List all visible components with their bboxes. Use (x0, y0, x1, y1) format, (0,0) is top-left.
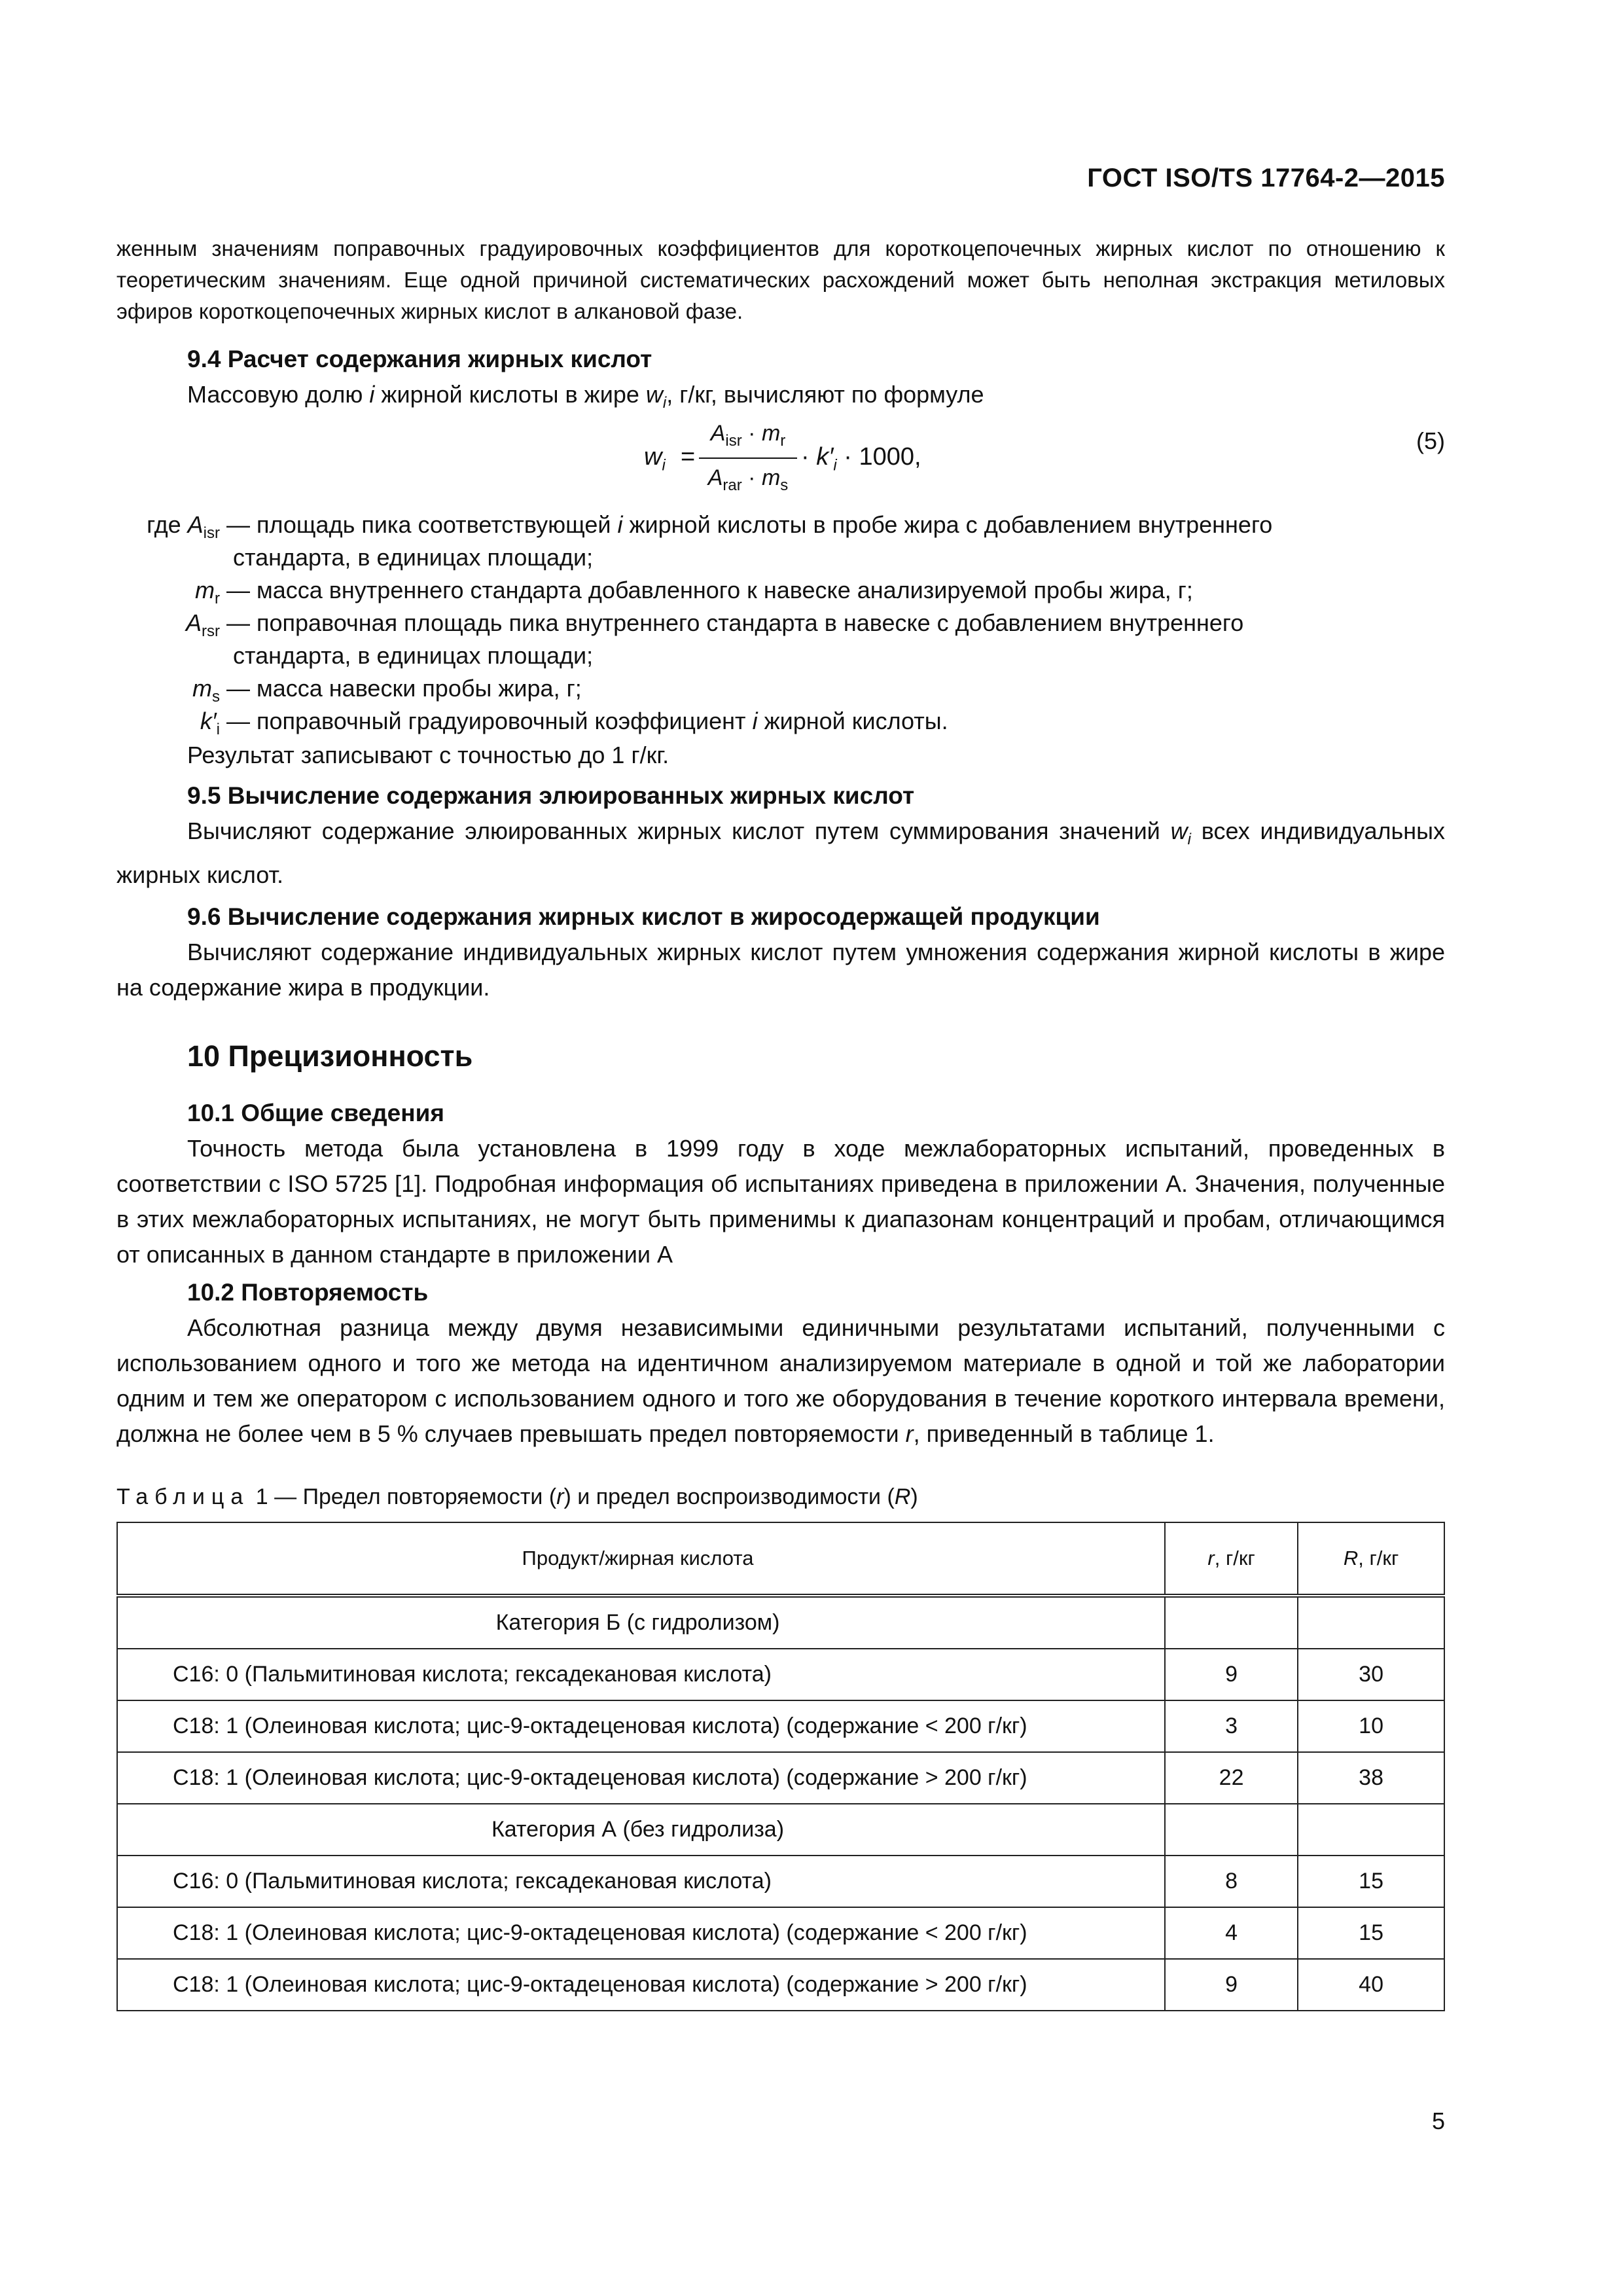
product-cell: С18: 1 (Олеиновая кислота; цис-9-октадеценовая кислота) (содержание < 200 г/кг) (117, 1700, 1165, 1752)
def-i: i (617, 511, 623, 539)
fraction-bar (699, 457, 797, 459)
table-row (117, 1907, 1444, 1959)
where-word: где (147, 511, 181, 539)
r-cell: 3 (1165, 1700, 1298, 1752)
header-r-sym: r (1207, 1547, 1215, 1570)
formula-w: w (644, 443, 662, 471)
den-m-sub: s (780, 476, 789, 494)
def-continuation: стандарта, в единицах площади; (233, 544, 594, 571)
formula-denominator (699, 465, 797, 495)
s102-text: Абсолютная разница между двумя независимыми единичными результатами испытаний, полученными с использованием одного и того же метода на идентичном анализируемом материале в одной и той же лаборатории одним и тем же оператором с использованием одного и того же оборудования в течение короткого интервала времени, должна не более чем в 5 % случаев превышать предел повторяемости (116, 1314, 1445, 1448)
s95-w-sub: i (1187, 831, 1191, 849)
formula-5 (116, 421, 1445, 506)
formula-rest (801, 443, 921, 475)
symbol-sub: rsr (202, 622, 220, 641)
header-R-sym: R (1343, 1547, 1359, 1570)
section-10-2-title: 10.2 Повторяемость (187, 1279, 429, 1306)
R-cell: 38 (1298, 1752, 1444, 1804)
section-10-title: 10 Прецизионность (187, 1039, 473, 1073)
R-cell: 40 (1298, 1959, 1444, 2011)
section-9-5-text (116, 814, 1445, 893)
caption-r: r (556, 1484, 564, 1510)
rest-dot: · (801, 443, 817, 471)
definition-text (226, 509, 1445, 574)
num-dot: · (741, 421, 762, 446)
symbol: m (192, 675, 212, 702)
product-cell: С16: 0 (Пальмитиновая кислота; гексадекановая кислота) (117, 1649, 1165, 1700)
num-m-sub: r (780, 431, 786, 450)
section-9-5-title: 9.5 Вычисление содержания элюированных жирных кислот (187, 782, 915, 810)
r-cell: 8 (1165, 1856, 1298, 1907)
section-9-4-lead (116, 377, 1445, 421)
product-cell: С18: 1 (Олеиновая кислота; цис-9-октадеценовая кислота) (содержание > 200 г/кг) (117, 1959, 1165, 2011)
def-text: — масса внутреннего стандарта добавленного к навеске анализируемой пробы жира, г; (226, 577, 1193, 604)
def-text: — поправочный градуировочный коэффициент (226, 708, 753, 735)
formula-w-sub: i (662, 456, 666, 475)
s95-text: Вычисляют содержание элюированных жирных кислот путем суммирования значений (187, 817, 1171, 845)
product-cell: С16: 0 (Пальмитиновая кислота; гексадекановая кислота) (117, 1856, 1165, 1907)
r-cell: 9 (1165, 1959, 1298, 2011)
section-10-1-title: 10.1 Общие сведения (187, 1100, 444, 1127)
caption-text: — Предел повторяемости ( (268, 1484, 557, 1510)
symbol-sub: i (216, 721, 220, 739)
category-row (117, 1804, 1444, 1856)
r-cell: 4 (1165, 1907, 1298, 1959)
s95-text: всех индивидуальных жирных кислот. (116, 817, 1446, 889)
lead-text: жирной кислоты в жире (374, 381, 646, 408)
definition-text (226, 672, 1445, 705)
def-text: жирной кислоты. (757, 708, 948, 735)
rest-k: k′ (816, 443, 834, 471)
formula-number: (5) (1416, 427, 1445, 455)
formula-numerator (699, 421, 797, 450)
den-a: A (707, 465, 723, 491)
symbol-sub: isr (203, 524, 220, 543)
lead-text: Массовую долю (187, 381, 370, 408)
def-text: — площадь пика соответствующей (226, 511, 618, 539)
R-cell: 10 (1298, 1700, 1444, 1752)
header-product: Продукт/жирная кислота (117, 1522, 1165, 1596)
R-cell: 15 (1298, 1856, 1444, 1907)
category-cell: Категория Б (с гидролизом) (117, 1596, 1165, 1649)
header-r (1165, 1522, 1298, 1596)
section-9-6-title: 9.6 Вычисление содержания жирных кислот в жиросодержащей продукции (187, 903, 1100, 931)
lead-w-sub: i (662, 394, 667, 412)
rest-tail: · 1000, (836, 443, 921, 471)
def-text: жирной кислоты в пробе жира с добавлением внутреннего (622, 511, 1273, 539)
result-note: Результат записывают с точностью до 1 г/кг. (187, 742, 669, 769)
table-row (117, 1700, 1444, 1752)
intro-paragraph: женным значениям поправочных градуировочных коэффициентов для короткоцепочечных жирных кислот по отношению к теоретическим значениям. Еще одной причиной систематических расхождений может быть неполная экстракция метиловых эфиров короткоцепочечных жирных кислот в алкановой фазе. (116, 236, 1445, 323)
s102-r: r (905, 1420, 914, 1448)
definition-symbol (116, 509, 220, 550)
product-cell: С18: 1 (Олеиновая кислота; цис-9-октадеценовая кислота) (содержание > 200 г/кг) (117, 1752, 1165, 1804)
symbol: m (195, 577, 215, 604)
definition-text (226, 705, 1445, 738)
category-cell: Категория А (без гидролиза) (117, 1804, 1165, 1856)
R-cell: 15 (1298, 1907, 1444, 1959)
num-a: A (710, 421, 726, 446)
r-cell: 9 (1165, 1649, 1298, 1700)
definition-item (116, 509, 1445, 574)
empty-cell (1165, 1596, 1298, 1649)
empty-cell (1298, 1804, 1444, 1856)
definition-text (226, 574, 1445, 607)
lead-text: , г/кг, вычисляют по формуле (666, 381, 984, 408)
table-row (117, 1649, 1444, 1700)
lead-i: i (369, 381, 375, 408)
section-9-4-title: 9.4 Расчет содержания жирных кислот (187, 346, 652, 372)
def-continuation: стандарта, в единицах площади; (233, 642, 594, 670)
caption-word: Таблица (116, 1484, 250, 1510)
empty-cell (1298, 1596, 1444, 1649)
lead-w: w (645, 381, 663, 408)
caption-text: ) (910, 1484, 918, 1510)
table-caption (116, 1484, 1445, 1510)
table-row (117, 1752, 1444, 1804)
symbol: A (186, 609, 202, 637)
r-cell: 22 (1165, 1752, 1298, 1804)
definition-item (116, 705, 1445, 738)
caption-num: 1 (249, 1484, 268, 1510)
definition-item (116, 672, 1445, 705)
formula-lhs (644, 443, 666, 475)
empty-cell (1165, 1804, 1298, 1856)
rest-k-sub: i (833, 456, 837, 475)
den-dot: · (741, 465, 762, 491)
definition-item (116, 607, 1445, 672)
symbol-sub: s (212, 688, 220, 706)
caption-text: ) и предел воспроизводимости ( (563, 1484, 895, 1510)
product-cell: С18: 1 (Олеиновая кислота; цис-9-октадеценовая кислота) (содержание < 200 г/кг) (117, 1907, 1165, 1959)
s95-w: w (1170, 817, 1188, 845)
header-r-unit: , г/кг (1214, 1547, 1255, 1570)
definition-symbol (116, 705, 220, 746)
def-i: i (752, 708, 758, 735)
definition-text (226, 607, 1445, 672)
page-number: 5 (1431, 2108, 1445, 2134)
header-R-unit: , г/кг (1358, 1547, 1399, 1570)
R-cell: 30 (1298, 1649, 1444, 1700)
table-row (117, 1959, 1444, 2011)
definitions-list (116, 509, 1445, 738)
symbol: A (187, 511, 204, 539)
table-row (117, 1856, 1444, 1907)
definition-item (116, 574, 1445, 607)
symbol-sub: r (215, 590, 220, 608)
table-header-row (117, 1522, 1444, 1596)
num-m: m (761, 421, 781, 446)
s102-text: , приведенный в таблице 1. (913, 1420, 1215, 1448)
caption-R: R (894, 1484, 911, 1510)
num-a-sub: isr (725, 431, 742, 450)
section-9-6-text: Вычисляют содержание индивидуальных жирных кислот путем умножения содержания жирной кислоты в жире на содержание жира в продукции. (116, 939, 1445, 1001)
symbol: k′ (200, 708, 217, 735)
page-content (116, 0, 1445, 2011)
formula-equals: = (681, 443, 696, 471)
def-text: — поправочная площадь пика внутреннего стандарта в навеске с добавлением внутреннего (226, 609, 1244, 637)
precision-table (116, 1522, 1445, 2011)
definition-symbol (116, 607, 220, 648)
category-row (117, 1596, 1444, 1649)
den-a-sub: rar (722, 476, 742, 494)
header-R (1298, 1522, 1444, 1596)
section-10-1-text: Точность метода была установлена в 1999 году в ходе межлабораторных испытаний, проведенных в соответствии с ISO 5725 [1]. Подробная информация об испытаниях приведена в приложении А. Значения, полученные в этих межлабораторных испытаниях, не могут быть применимы к диапазонам концентраций и пробам, отличающимся от описанных в данном стандарте в приложении А (116, 1135, 1445, 1268)
den-m: m (761, 465, 781, 491)
def-text: — масса навески пробы жира, г; (226, 675, 582, 702)
document-header: ГОСТ ISO/TS 17764-2—2015 (1087, 164, 1445, 192)
section-10-2-text (116, 1310, 1445, 1452)
